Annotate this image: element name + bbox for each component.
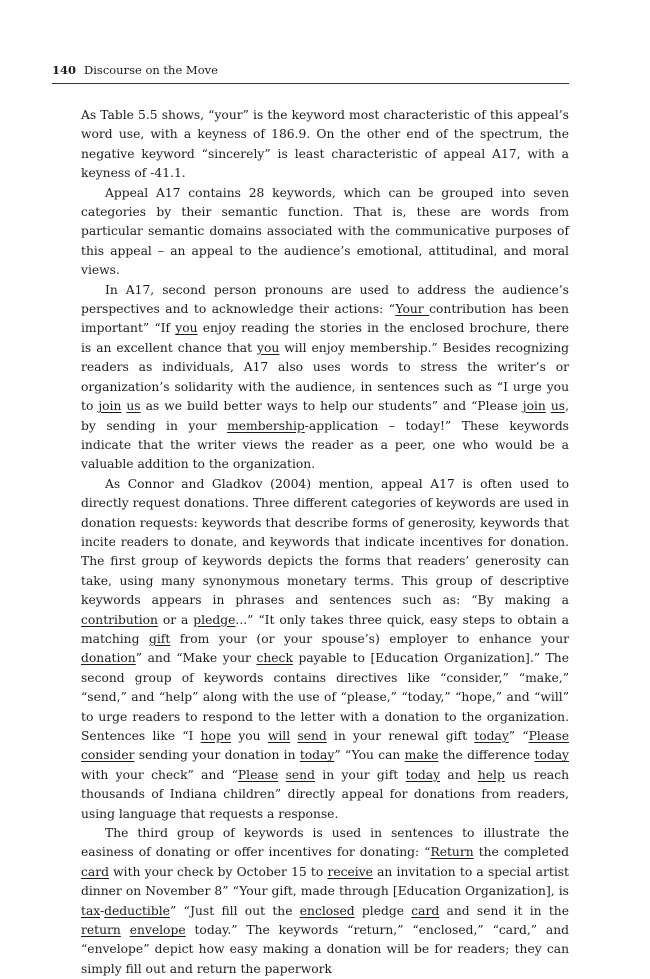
underlined-keyword: send <box>297 729 327 743</box>
text-run: an invitation to a special artist dinner on November 8” “Your gift, made through [Education Organization], is <box>81 864 569 899</box>
underlined-keyword: donation <box>81 651 136 666</box>
underlined-keyword: you <box>175 321 198 336</box>
underlined-keyword: Please <box>237 767 279 782</box>
text-run: or a <box>157 612 194 627</box>
underlined-keyword: today <box>474 729 509 743</box>
underlined-keyword: make <box>404 748 439 763</box>
text-run: will enjoy membership.” Besides recognizing readers as individuals, A17 also uses words to stress the writer’s or organization’s solidarity with the audience, in sentences such as “I urge you to <box>81 340 569 414</box>
text-run: you <box>231 729 268 743</box>
text-run <box>121 923 130 937</box>
text-run: as we build better ways to help our students” and “Please <box>140 399 523 414</box>
underlined-keyword: card <box>411 903 440 918</box>
text-run: the completed <box>473 845 569 860</box>
paragraph <box>81 106 569 184</box>
running-title: Discourse on the Move <box>84 63 218 77</box>
underlined-keyword: join <box>522 399 546 414</box>
text-run: - <box>100 903 105 918</box>
underlined-keyword: pledge <box>193 612 236 627</box>
page-number: 140 <box>52 63 77 77</box>
text-run: As Table 5.5 shows, “your” is the keyword most characteristic of this appeal’s word use, with a keyness of 186.9. On the other end of the spectrum, the negative keyword “sincerely” is least characteristic of appeal A17, with a keyness of -41.1. <box>81 108 569 181</box>
text-run: today.” The keywords “return,” “enclosed,” “card,” and “envelope” depict how easy making a donation will be for readers; they can simply fill out and return the paperwork <box>81 923 569 976</box>
paragraph <box>81 475 569 824</box>
text-run: enjoy reading the stories in the enclosed brochure, there is an excellent chance that <box>81 321 569 355</box>
text-run: In A17, second person pronouns are used to address the audience’s perspectives and to acknowledge their actions: “ <box>81 282 569 317</box>
text-run: sending your donation in <box>134 748 300 763</box>
text-run: from your (or your spouse’s) employer to enhance your <box>170 631 570 646</box>
text-run: ” and “Make your <box>135 651 257 666</box>
underlined-keyword: return <box>81 923 121 938</box>
text-run: with your check” and “ <box>81 767 238 782</box>
underlined-keyword: you <box>257 340 280 355</box>
text-run: Appeal A17 contains 28 keywords, which can be grouped into seven categories by their semantic function. That is, these are words from particular semantic domains associated with the communicative purposes of this appeal – an appeal to the audience’s emotional, attitudinal, and moral views. <box>81 185 569 278</box>
underlined-keyword: deductible <box>104 903 170 918</box>
text-run: -application – today!” These keywords indicate that the writer views the reader as a peer, one who would be a valuable addition to the organization. <box>81 418 569 472</box>
text-run: ...” “It only takes three quick, easy steps to obtain a matching <box>81 612 570 646</box>
text-run: us reach thousands of Indiana children” directly appeal for donations from readers, using language that requests a response. <box>81 767 570 821</box>
underlined-keyword: help <box>477 767 505 782</box>
paragraph <box>81 184 569 281</box>
underlined-keyword: Please <box>528 729 569 743</box>
underlined-keyword: enclosed <box>299 903 355 918</box>
underlined-keyword: card <box>81 864 109 879</box>
paragraph <box>81 824 569 979</box>
underlined-keyword: Your <box>395 302 430 317</box>
underlined-keyword: consider <box>81 748 135 763</box>
underlined-keyword: today <box>299 748 335 763</box>
text-run: and send it in the <box>439 903 569 918</box>
text-run: pledge <box>354 903 412 918</box>
underlined-keyword: envelope <box>129 923 186 938</box>
text-run: with your check by October 15 to <box>108 864 328 879</box>
underlined-keyword: gift <box>148 631 171 646</box>
underlined-keyword: membership <box>227 418 305 433</box>
text-run: ” “ <box>508 729 529 743</box>
underlined-keyword: today <box>534 748 569 763</box>
underlined-keyword: contribution <box>81 612 158 627</box>
underlined-keyword: will <box>267 729 291 743</box>
underlined-keyword: send <box>285 767 315 782</box>
running-head <box>52 62 569 84</box>
text-run: , by sending in your <box>81 399 569 433</box>
text-run: As Connor and Gladkov (2004) mention, appeal A17 is often used to directly request donations. Three different categories of keywords are used in donation requests: keywords that describe forms of generosity, keywords that incite readers to donate, and keywords that indicate incentives for donation. The first group of keywords depicts the forms that readers’ generosity can take, using many synonymous monetary terms. This group of descriptive keywords appears in phrases and sentences such as: “By making a <box>81 476 570 608</box>
underlined-keyword: today <box>405 767 441 782</box>
body-text <box>81 106 569 979</box>
paragraph <box>81 281 569 475</box>
text-run: payable to [Education Organization].” The second group of keywords contains directives like “consider,” “make,” “send,” and “help” along with the use of “please,” “today,” “hope,” and “will” to urge readers to respond to the letter with a donation to the organization. Sentences like “I <box>81 651 569 743</box>
text-run: in your gift <box>314 767 406 782</box>
underlined-keyword: check <box>256 651 293 666</box>
text-run <box>278 768 285 782</box>
text-run: and <box>440 767 478 782</box>
underlined-keyword: us <box>126 399 141 414</box>
text-run: in your renewal gift <box>326 729 475 743</box>
underlined-keyword: Return <box>430 845 474 860</box>
text-run: ” “You can <box>334 748 405 763</box>
underlined-keyword: join <box>98 399 122 414</box>
text-run: contribution has been important” “If <box>81 302 569 336</box>
underlined-keyword: us <box>550 399 566 414</box>
underlined-keyword: receive <box>327 864 373 879</box>
text-run: the difference <box>438 748 535 763</box>
text-run: ” “Just fill out the <box>169 903 300 918</box>
underlined-keyword: tax <box>81 903 100 918</box>
text-run: The third group of keywords is used in sentences to illustrate the easiness of donating or offer incentives for donating: “ <box>81 826 569 860</box>
underlined-keyword: hope <box>200 729 232 743</box>
